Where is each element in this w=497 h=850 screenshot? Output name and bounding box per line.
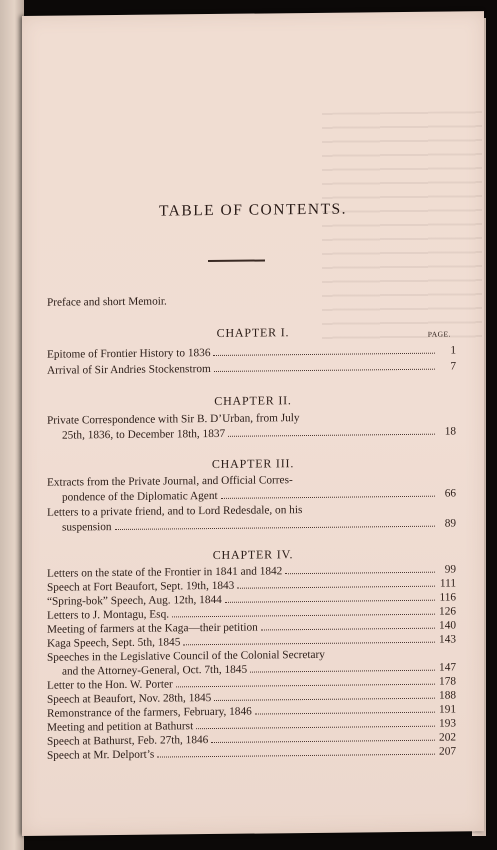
entry-title: Speeches in the Legislative Council of the Colonial Secretary (47, 648, 325, 664)
leader-dots (213, 353, 435, 356)
entry-title-continued: suspension (62, 521, 112, 534)
entry-title-continued: 25th, 1836, to December 18th, 1837 (62, 427, 226, 442)
entry-title: Speech at Bathurst, Feb. 27th, 1846 (47, 734, 209, 748)
leader-dots (172, 614, 435, 618)
entry-page: 99 (444, 563, 456, 576)
toc-entry (62, 487, 456, 503)
entry-title: Letter to the Hon. W. Porter (47, 678, 173, 692)
leader-dots (183, 642, 435, 646)
entry-page: 207 (439, 745, 456, 758)
entry-title: Speech at Beaufort, Nov. 28th, 1845 (47, 692, 212, 706)
entry-title-continued: pondence of the Diplomatic Agent (62, 489, 218, 504)
title-rule (208, 259, 265, 262)
leader-dots (285, 572, 435, 575)
entry-title: Letters to J. Montagu, Esq. (47, 608, 170, 622)
toc-entry (47, 633, 456, 649)
leader-dots (115, 526, 435, 530)
entry-page: 116 (439, 591, 456, 604)
leader-dots (221, 496, 435, 499)
entry-page: 18 (444, 425, 456, 438)
book-page (22, 11, 484, 836)
entry-page: 191 (439, 703, 456, 716)
entry-title: Private Correspondence with Sir B. D’Urban, from July (47, 412, 300, 427)
entry-page: 111 (439, 577, 456, 590)
entry-page: 143 (439, 633, 456, 646)
preface-entry: Preface and short Memoir. (47, 295, 167, 309)
leader-dots (211, 740, 435, 743)
chapter-heading: CHAPTER II. (214, 393, 292, 408)
entry-title: Extracts from the Private Journal, and Official Corres- (47, 474, 293, 489)
entry-title: Arrival of Sir Andries Stockenstrom (47, 363, 211, 377)
entry-title: Meeting and petition at Bathurst (47, 720, 194, 734)
chapter-heading: CHAPTER I. (216, 325, 290, 340)
entry-title: Letters to a private friend, and to Lord Redesdale, on his (47, 504, 303, 519)
entry-title: Speech at Mr. Delport’s (47, 748, 155, 762)
leader-dots (214, 369, 435, 372)
toc-entry (47, 360, 456, 376)
entry-page: 140 (439, 619, 456, 632)
show-through-text (322, 111, 482, 343)
leader-dots (261, 628, 435, 631)
entry-page: 1 (450, 344, 456, 357)
leader-dots (228, 434, 435, 437)
entry-title: Meeting of farmers at the Kaga—their petition (47, 621, 258, 636)
entry-title: Kaga Speech, Sept. 5th, 1845 (47, 636, 181, 650)
leader-dots (176, 684, 435, 688)
leader-dots (225, 600, 435, 603)
entry-page: 188 (439, 689, 456, 702)
entry-title: Epitome of Frontier History to 1836 (47, 347, 211, 361)
leader-dots (214, 698, 435, 701)
entry-page: 202 (439, 731, 456, 744)
entry-title: Remonstrance of the farmers, February, 1846 (47, 705, 252, 720)
chapter-heading: CHAPTER III. (211, 456, 295, 472)
entry-page: 193 (439, 717, 456, 730)
toc-entry (47, 344, 456, 360)
leader-dots (250, 670, 435, 673)
entry-title: Letters on the state of the Frontier in 1841 and 1842 (47, 565, 283, 580)
leader-dots (255, 712, 435, 715)
page-column-heading: PAGE. (427, 329, 451, 339)
toc-entry (62, 517, 456, 533)
chapter-heading: CHAPTER IV. (212, 547, 294, 563)
entry-page: 7 (450, 360, 456, 373)
entry-page: 126 (439, 605, 456, 618)
entry-title: “Spring-bok” Speech, Aug. 12th, 1844 (47, 593, 222, 608)
entry-page: 66 (444, 487, 456, 500)
toc-entry (47, 745, 456, 761)
leader-dots (196, 726, 435, 730)
entry-title: Speech at Fort Beaufort, Sept. 19th, 1843 (47, 579, 235, 594)
entry-page: 178 (439, 675, 456, 688)
page-title: TABLE OF CONTENTS. (158, 200, 348, 220)
toc-entry (62, 425, 456, 441)
leader-dots (237, 586, 435, 589)
entry-page: 147 (439, 661, 456, 674)
leader-dots (157, 754, 435, 758)
entry-page: 89 (444, 517, 456, 530)
previous-page-edge (0, 0, 24, 850)
entry-title-continued: and the Attorney-General, Oct. 7th, 1845 (62, 663, 248, 678)
